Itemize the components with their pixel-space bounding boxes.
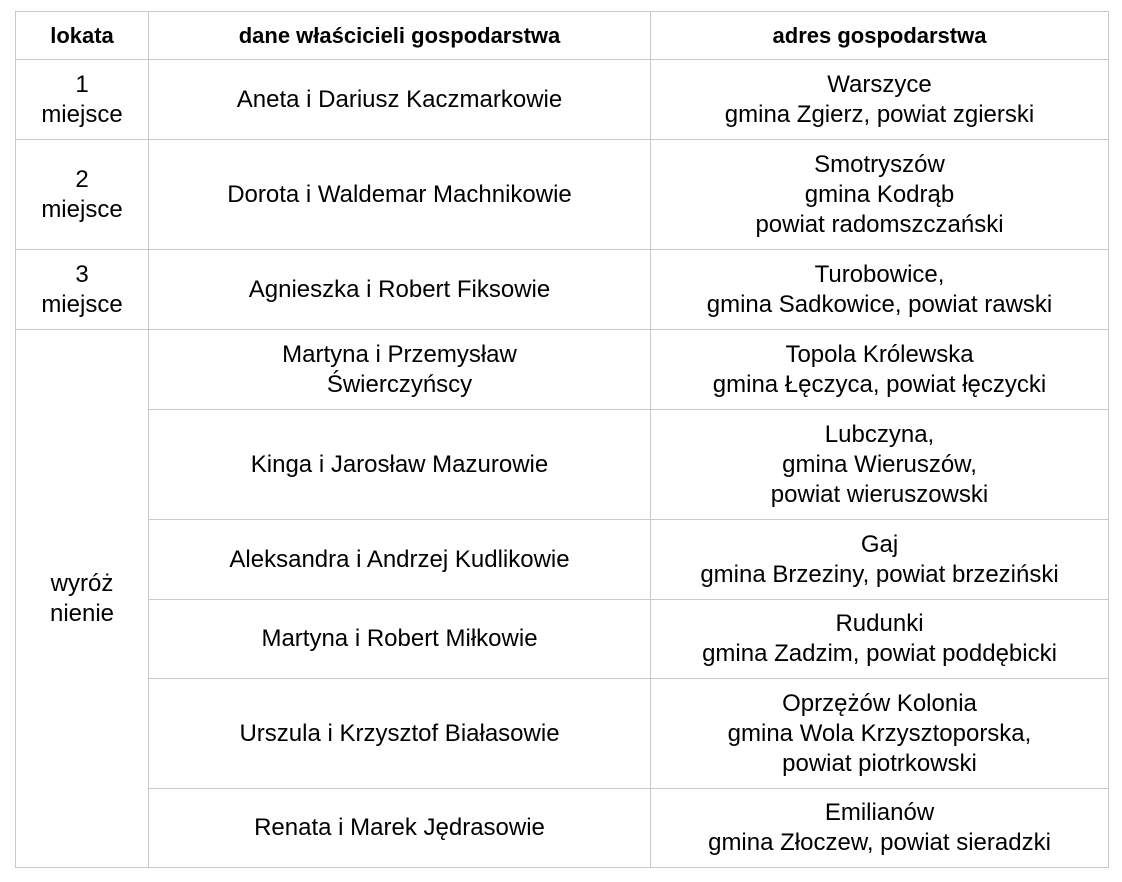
address-line: Warszyce [827, 70, 932, 98]
owners-cell [149, 250, 651, 330]
owners-cell [149, 789, 651, 868]
owners-text: Świerczyńscy [326, 370, 473, 398]
table-row [16, 60, 1109, 140]
rank-cell [16, 140, 149, 250]
address-cell [651, 140, 1109, 250]
rank-cell [16, 60, 149, 140]
table-row [16, 600, 1109, 679]
address-line: Topola Królewska [785, 340, 974, 368]
address-line: gmina Kodrąb [804, 180, 955, 208]
rank-word: miejsce [41, 290, 123, 318]
address-cell [651, 60, 1109, 140]
rank-word: miejsce [41, 195, 123, 223]
address-cell [651, 679, 1109, 789]
address-line: powiat piotrkowski [782, 749, 977, 777]
table-row [16, 789, 1109, 868]
distinction-rank-cell [16, 330, 149, 868]
rank-number: 3 [75, 260, 89, 288]
address-line: gmina Wola Krzysztoporska, [727, 719, 1032, 747]
address-line: powiat wieruszowski [770, 480, 989, 508]
rank-number: 1 [75, 70, 89, 98]
header-row [16, 12, 1109, 60]
distinction-label: nienie [49, 599, 115, 627]
owners-cell [149, 410, 651, 520]
rank-cell [16, 250, 149, 330]
address-line: gmina Sadkowice, powiat rawski [706, 290, 1053, 318]
owners-text: Urszula i Krzysztof Białasowie [239, 719, 560, 747]
address-line: gmina Wieruszów, [782, 450, 977, 478]
address-cell [651, 250, 1109, 330]
table-row [16, 330, 1109, 410]
owners-text: Agnieszka i Robert Fiksowie [248, 275, 551, 303]
address-line: Turobowice, [814, 260, 945, 288]
address-cell [651, 520, 1109, 600]
header-rank: lokata [16, 12, 149, 60]
owners-cell [149, 140, 651, 250]
owners-text: Martyna i Robert Miłkowie [261, 625, 538, 652]
owners-cell [149, 600, 651, 679]
owners-text: Dorota i Waldemar Machnikowie [227, 180, 572, 208]
address-line: gmina Zgierz, powiat zgierski [724, 100, 1035, 128]
address-line: Lubczyna, [824, 420, 935, 448]
table-row [16, 410, 1109, 520]
owners-cell [149, 60, 651, 140]
address-line: gmina Brzeziny, powiat brzeziński [700, 560, 1059, 588]
address-cell [651, 600, 1109, 679]
address-line: gmina Zadzim, powiat poddębicki [702, 640, 1057, 667]
owners-cell [149, 679, 651, 789]
owners-cell [149, 520, 651, 600]
address-line: Oprzężów Kolonia [782, 689, 977, 717]
owners-cell [149, 330, 651, 410]
address-line: powiat radomszczański [755, 210, 1004, 238]
address-line: Emilianów [824, 799, 935, 826]
address-line: Gaj [860, 530, 899, 558]
address-line: Smotryszów [814, 150, 945, 178]
owners-text: Kinga i Jarosław Mazurowie [250, 450, 549, 478]
rank-word: miejsce [41, 100, 123, 128]
address-cell [651, 789, 1109, 868]
rank-number: 2 [75, 165, 89, 193]
table-row [16, 140, 1109, 250]
header-address: adres gospodarstwa [651, 12, 1109, 60]
owners-text: Aleksandra i Andrzej Kudlikowie [229, 545, 570, 573]
address-line: gmina Złoczew, powiat sieradzki [708, 829, 1051, 856]
owners-text: Renata i Marek Jędrasowie [254, 814, 545, 841]
results-table-container [15, 11, 1109, 868]
distinction-label: wyróż [50, 569, 114, 597]
address-cell [651, 410, 1109, 520]
owners-text: Martyna i Przemysław [282, 340, 517, 368]
header-owners: dane właścicieli gospodarstwa [149, 12, 651, 60]
table-row [16, 250, 1109, 330]
address-cell [651, 330, 1109, 410]
table-row [16, 520, 1109, 600]
owners-text: Aneta i Dariusz Kaczmarkowie [236, 85, 563, 113]
table-row [16, 679, 1109, 789]
address-line: Rudunki [835, 610, 924, 637]
results-table [15, 11, 1109, 868]
address-line: gmina Łęczyca, powiat łęczycki [712, 370, 1047, 398]
